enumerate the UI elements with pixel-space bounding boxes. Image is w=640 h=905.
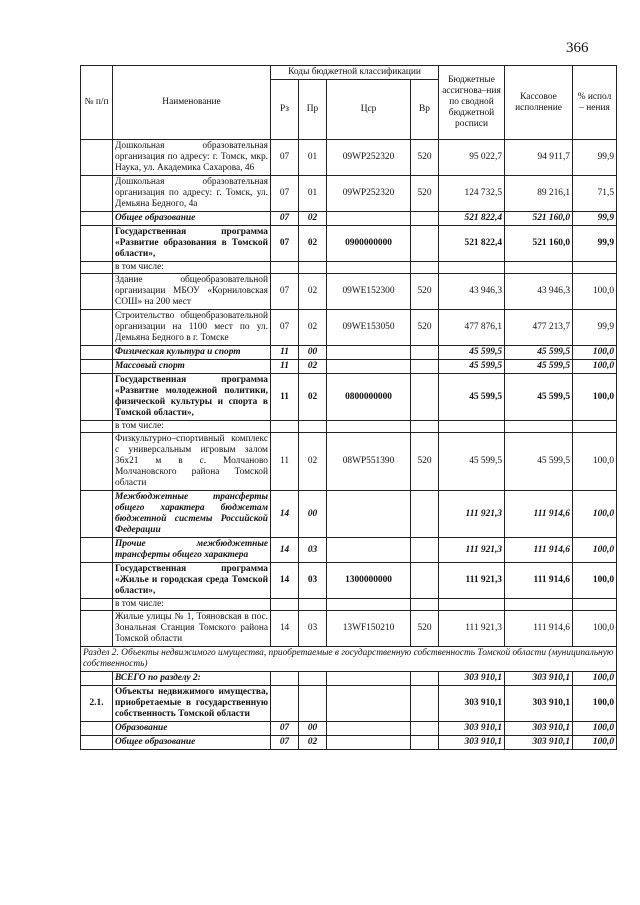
header-csr: Цср	[327, 80, 411, 140]
table-row	[81, 176, 617, 212]
row-name: Общее образование	[113, 736, 271, 750]
row-rz: 14	[271, 563, 299, 599]
row-name: Жилые улицы № 1, Тояновская в пос. Зональная Станция Томского района Томской области	[113, 611, 271, 647]
row-cash: 111 914,6	[505, 563, 573, 599]
row-budget: 111 921,3	[439, 563, 505, 599]
row-rz: 07	[271, 140, 299, 176]
row-index	[81, 599, 113, 611]
row-name: в том числе:	[113, 262, 271, 274]
row-name: Межбюджетные трансферты общего характера бюджетам бюджетной системы Российской Федерации	[113, 491, 271, 538]
table-row	[81, 538, 617, 563]
table-row	[81, 491, 617, 538]
row-vr: 520	[411, 176, 439, 212]
row-vr: 520	[411, 310, 439, 346]
header-name: Наименование	[113, 66, 271, 140]
table-row	[81, 140, 617, 176]
row-name: Массовый спорт	[113, 360, 271, 374]
row-name: в том числе:	[113, 599, 271, 611]
row-csr	[327, 722, 411, 736]
row-rz: 11	[271, 433, 299, 491]
row-pr: 00	[299, 722, 327, 736]
row-index	[81, 346, 113, 360]
row-pr: 02	[299, 736, 327, 750]
row-index	[81, 226, 113, 262]
row-rz: 14	[271, 491, 299, 538]
row-cash: 303 910,1	[505, 722, 573, 736]
row-budget: 303 910,1	[439, 736, 505, 750]
row-csr	[327, 599, 411, 611]
row-rz: 14	[271, 611, 299, 647]
row-rz	[271, 262, 299, 274]
row-name: Государственная программа «Развитие молодежной политики, физической культуры и спорта в Томской области»,	[113, 374, 271, 421]
row-budget	[439, 262, 505, 274]
row-vr	[411, 374, 439, 421]
row-cash: 303 910,1	[505, 736, 573, 750]
row-vr	[411, 212, 439, 226]
header-percent: % испол – нения	[573, 66, 617, 140]
row-vr	[411, 736, 439, 750]
row-budget: 303 910,1	[439, 686, 505, 722]
row-csr	[327, 686, 411, 722]
row-name: Здание общеобразовательной организации МБОУ «Корниловская СОШ» на 200 мест	[113, 274, 271, 310]
row-csr	[327, 491, 411, 538]
row-budget: 111 921,3	[439, 538, 505, 563]
row-cash: 94 911,7	[505, 140, 573, 176]
row-index	[81, 212, 113, 226]
page-number: 366	[566, 40, 589, 56]
table-row	[81, 360, 617, 374]
table-row	[81, 274, 617, 310]
row-vr	[411, 360, 439, 374]
row-vr	[411, 491, 439, 538]
row-csr: 08WP551390	[327, 433, 411, 491]
row-pr	[299, 421, 327, 433]
row-cash: 45 599,5	[505, 346, 573, 360]
header-budget: Бюджетные ассигнова–ния по сводной бюджетной росписи	[439, 66, 505, 140]
row-pr	[299, 262, 327, 274]
row-percent: 100,0	[573, 736, 617, 750]
row-name: Прочие межбюджетные трансферты общего характера	[113, 538, 271, 563]
row-rz: 11	[271, 360, 299, 374]
row-cash: 89 216,1	[505, 176, 573, 212]
row-csr	[327, 346, 411, 360]
row-cash: 45 599,5	[505, 433, 573, 491]
row-rz	[271, 686, 299, 722]
row-index	[81, 433, 113, 491]
row-percent: 100,0	[573, 672, 617, 686]
row-rz	[271, 421, 299, 433]
row-pr: 02	[299, 360, 327, 374]
row-budget: 521 822,4	[439, 226, 505, 262]
table-row	[81, 686, 617, 722]
row-index	[81, 538, 113, 563]
row-cash: 521 160,0	[505, 226, 573, 262]
row-vr	[411, 722, 439, 736]
row-index	[81, 176, 113, 212]
row-csr	[327, 360, 411, 374]
row-budget: 111 921,3	[439, 491, 505, 538]
row-budget: 45 599,5	[439, 360, 505, 374]
budget-table	[80, 65, 617, 750]
row-cash: 43 946,3	[505, 274, 573, 310]
row-pr: 02	[299, 226, 327, 262]
table-row	[81, 672, 617, 686]
row-cash	[505, 262, 573, 274]
row-index	[81, 722, 113, 736]
row-cash: 111 914,6	[505, 538, 573, 563]
row-pr: 00	[299, 491, 327, 538]
table-row	[81, 374, 617, 421]
row-index	[81, 360, 113, 374]
table-row	[81, 599, 617, 611]
row-index	[81, 611, 113, 647]
row-csr	[327, 672, 411, 686]
row-vr: 520	[411, 140, 439, 176]
row-name: в том числе:	[113, 421, 271, 433]
row-index	[81, 262, 113, 274]
row-name: Государственная программа «Жилье и городская среда Томской области»,	[113, 563, 271, 599]
row-vr: 520	[411, 274, 439, 310]
table-row	[81, 262, 617, 274]
row-pr: 00	[299, 346, 327, 360]
row-rz: 07	[271, 722, 299, 736]
row-pr: 02	[299, 433, 327, 491]
table-row	[81, 226, 617, 262]
row-pr: 02	[299, 310, 327, 346]
row-index	[81, 274, 113, 310]
row-pr: 02	[299, 212, 327, 226]
header-cash: Кассовое исполнение	[505, 66, 573, 140]
row-rz	[271, 672, 299, 686]
row-name: Объекты недвижимого имущества, приобретаемые в государственную собственность Томской области	[113, 686, 271, 722]
row-csr	[327, 212, 411, 226]
row-pr: 02	[299, 374, 327, 421]
row-cash: 521 160,0	[505, 212, 573, 226]
row-budget	[439, 599, 505, 611]
row-percent: 100,0	[573, 563, 617, 599]
row-pr: 01	[299, 176, 327, 212]
row-rz: 11	[271, 374, 299, 421]
header-num: № п/п	[81, 66, 113, 140]
row-vr	[411, 672, 439, 686]
row-csr	[327, 736, 411, 750]
row-index	[81, 374, 113, 421]
row-index	[81, 310, 113, 346]
row-percent: 99,9	[573, 226, 617, 262]
row-percent: 100,0	[573, 433, 617, 491]
table-body-section-1	[81, 140, 617, 647]
row-name: Образование	[113, 722, 271, 736]
row-rz: 07	[271, 212, 299, 226]
row-percent: 100,0	[573, 686, 617, 722]
row-vr	[411, 563, 439, 599]
row-rz	[271, 599, 299, 611]
row-name: ВСЕГО по разделу 2:	[113, 672, 271, 686]
row-csr: 13WF150210	[327, 611, 411, 647]
row-pr: 03	[299, 538, 327, 563]
row-name: Строительство общеобразовательной организации на 1100 мест по ул. Демьяна Бедного в г. Томске	[113, 310, 271, 346]
row-vr	[411, 686, 439, 722]
row-vr	[411, 346, 439, 360]
row-pr	[299, 686, 327, 722]
row-rz: 11	[271, 346, 299, 360]
row-cash: 303 910,1	[505, 672, 573, 686]
table-row	[81, 611, 617, 647]
table-row	[81, 212, 617, 226]
row-csr: 0800000000	[327, 374, 411, 421]
row-percent: 99,9	[573, 212, 617, 226]
row-rz: 07	[271, 274, 299, 310]
row-percent: 100,0	[573, 374, 617, 421]
row-index	[81, 672, 113, 686]
row-csr	[327, 262, 411, 274]
row-vr	[411, 262, 439, 274]
row-csr: 1300000000	[327, 563, 411, 599]
row-rz: 07	[271, 736, 299, 750]
row-budget: 95 022,7	[439, 140, 505, 176]
row-percent: 100,0	[573, 491, 617, 538]
row-pr: 03	[299, 563, 327, 599]
table-row	[81, 346, 617, 360]
header-codes: Коды бюджетной классификации	[271, 66, 439, 80]
table-row	[81, 563, 617, 599]
row-vr: 520	[411, 611, 439, 647]
row-vr: 520	[411, 433, 439, 491]
row-pr: 01	[299, 140, 327, 176]
row-budget: 111 921,3	[439, 611, 505, 647]
row-cash: 477 213,7	[505, 310, 573, 346]
row-percent: 99,9	[573, 140, 617, 176]
row-csr: 09WP252320	[327, 140, 411, 176]
row-percent: 100,0	[573, 360, 617, 374]
row-budget	[439, 421, 505, 433]
row-percent	[573, 599, 617, 611]
row-index	[81, 736, 113, 750]
row-csr: 09WE153050	[327, 310, 411, 346]
row-budget: 303 910,1	[439, 722, 505, 736]
row-cash: 45 599,5	[505, 374, 573, 421]
row-vr	[411, 599, 439, 611]
row-vr	[411, 538, 439, 563]
row-cash: 111 914,6	[505, 611, 573, 647]
row-percent: 100,0	[573, 274, 617, 310]
table-row	[81, 310, 617, 346]
row-percent	[573, 262, 617, 274]
row-percent: 100,0	[573, 538, 617, 563]
row-budget: 45 599,5	[439, 433, 505, 491]
row-budget: 45 599,5	[439, 346, 505, 360]
table-row	[81, 736, 617, 750]
row-name: Дошкольная образовательная организация по адресу: г. Томск, ул. Демьяна Бедного, 4а	[113, 176, 271, 212]
row-budget: 477 876,1	[439, 310, 505, 346]
row-csr: 09WE152300	[327, 274, 411, 310]
row-rz: 07	[271, 176, 299, 212]
row-name: Общее образование	[113, 212, 271, 226]
row-csr	[327, 421, 411, 433]
row-name: Государственная программа «Развитие образования в Томской области»,	[113, 226, 271, 262]
table-body-section-2	[81, 672, 617, 750]
row-rz: 14	[271, 538, 299, 563]
row-cash	[505, 599, 573, 611]
section-2-title: Раздел 2. Объекты недвижимого имущества, приобретаемые в государственную собственность Томской области (муниципальную собственность)	[81, 647, 617, 672]
row-index	[81, 421, 113, 433]
header-pr: Пр	[299, 80, 327, 140]
row-cash: 111 914,6	[505, 491, 573, 538]
row-index	[81, 140, 113, 176]
row-budget: 43 946,3	[439, 274, 505, 310]
row-csr	[327, 538, 411, 563]
row-vr	[411, 226, 439, 262]
row-pr: 03	[299, 611, 327, 647]
table-row	[81, 433, 617, 491]
row-cash	[505, 421, 573, 433]
row-percent	[573, 421, 617, 433]
row-percent: 99,9	[573, 310, 617, 346]
table-body-section-2-header	[81, 647, 617, 672]
row-index	[81, 491, 113, 538]
row-percent: 100,0	[573, 346, 617, 360]
row-pr	[299, 599, 327, 611]
row-rz: 07	[271, 226, 299, 262]
row-pr	[299, 672, 327, 686]
row-cash: 303 910,1	[505, 686, 573, 722]
table-row	[81, 421, 617, 433]
row-name: Дошкольная образовательная организация по адресу: г. Томск, мкр. Наука, ул. Академика Сахарова, 46	[113, 140, 271, 176]
row-csr: 0900000000	[327, 226, 411, 262]
row-csr: 09WP252320	[327, 176, 411, 212]
row-index	[81, 563, 113, 599]
row-percent: 100,0	[573, 722, 617, 736]
row-vr	[411, 421, 439, 433]
row-rz: 07	[271, 310, 299, 346]
row-budget: 303 910,1	[439, 672, 505, 686]
row-budget: 124 732,5	[439, 176, 505, 212]
row-name: Физкультурно–спортивный комплекс с универсальным игровым залом 36х21 м в с. Молчаново Молчановского района Томской области	[113, 433, 271, 491]
row-name: Физическая культура и спорт	[113, 346, 271, 360]
row-pr: 02	[299, 274, 327, 310]
row-percent: 71,5	[573, 176, 617, 212]
row-budget: 45 599,5	[439, 374, 505, 421]
table-row	[81, 722, 617, 736]
header-vr: Вр	[411, 80, 439, 140]
row-percent: 100,0	[573, 611, 617, 647]
row-index: 2.1.	[81, 686, 113, 722]
header-rz: Рз	[271, 80, 299, 140]
row-budget: 521 822,4	[439, 212, 505, 226]
row-cash: 45 599,5	[505, 360, 573, 374]
